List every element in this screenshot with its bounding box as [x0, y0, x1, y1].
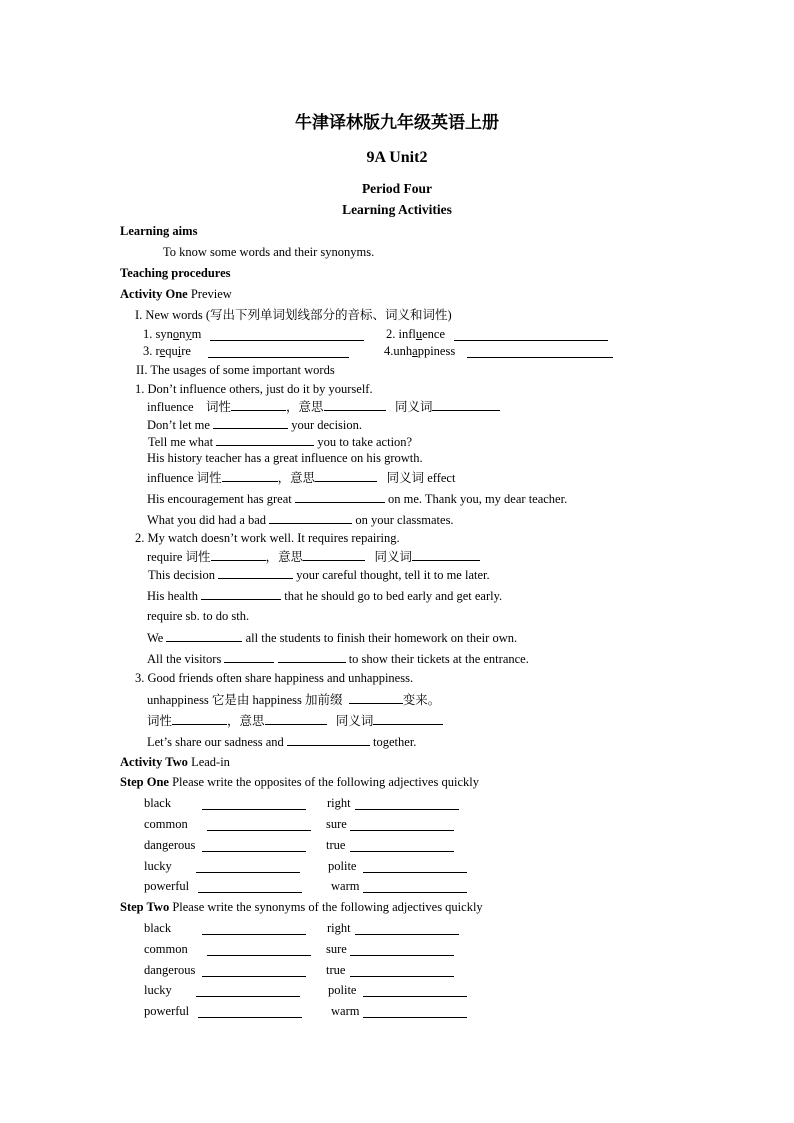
step-two-text: Please write the synonyms of the following adjectives quickly — [169, 900, 483, 914]
word-2-answer-blank[interactable] — [454, 328, 608, 341]
sentence-1f-blank[interactable] — [295, 490, 385, 503]
step-two-heading — [120, 899, 483, 915]
step-one-text: Please write the opposites of the following adjectives quickly — [168, 775, 479, 789]
left-word: black — [144, 921, 172, 935]
sentence-2: 2. My watch doesn’t work well. It requires repairing. — [135, 531, 400, 545]
require-pattern: require sb. to do sth. — [147, 609, 250, 623]
page-title: 牛津译林版九年级英语上册 — [295, 113, 499, 132]
sentence-1g-blank[interactable] — [269, 511, 352, 524]
activity-two-label: Activity Two — [120, 755, 188, 769]
sentence-2e: We all the students to finish their homework on their own. — [147, 631, 518, 645]
word-4: 4.unhappiness — [384, 344, 456, 358]
require-synonym-blank[interactable] — [412, 548, 480, 561]
word-3-answer-blank[interactable] — [208, 345, 349, 358]
influence-pos-blank[interactable] — [231, 398, 286, 411]
left-word: dangerous — [144, 838, 196, 852]
sentence-1d: His history teacher has a great influence on his growth. — [147, 451, 423, 465]
influence-noun-pos-blank[interactable] — [222, 469, 278, 482]
sentence-3: 3. Good friends often share happiness and unhappiness. — [135, 671, 414, 685]
left-word: common — [144, 817, 188, 831]
left-answer-blank[interactable] — [202, 922, 306, 935]
sentence-1b: Don’t let me your decision. — [147, 418, 363, 432]
influence-pos-line: influence 词性 ，意思 同义词 — [147, 398, 500, 415]
sentence-2f: All the visitors to show their tickets at the entrance. — [147, 652, 529, 666]
sentence-1b-blank[interactable] — [213, 416, 288, 429]
left-answer-blank[interactable] — [202, 964, 306, 977]
influence-synonym-blank[interactable] — [432, 398, 500, 411]
right-word: polite — [328, 859, 357, 873]
right-word: sure — [326, 942, 347, 956]
left-answer-blank[interactable] — [202, 839, 306, 852]
right-answer-blank[interactable] — [350, 964, 454, 977]
require-pos-line: require 词性 ，意思 同义词 — [147, 548, 480, 565]
left-word: powerful — [144, 879, 190, 893]
activities-subtitle: Learning Activities — [342, 202, 452, 217]
influence-noun-meaning-blank[interactable] — [315, 469, 377, 482]
require-pos-blank[interactable] — [211, 548, 266, 561]
sentence-1: 1. Don’t influence others, just do it by yourself. — [135, 382, 373, 396]
sentence-2e-blank[interactable] — [166, 629, 242, 642]
right-answer-blank[interactable] — [363, 860, 467, 873]
prefix-blank[interactable] — [349, 691, 403, 704]
right-answer-blank[interactable] — [350, 839, 454, 852]
learning-aims-heading: Learning aims — [120, 224, 198, 238]
teaching-procedures-heading: Teaching procedures — [120, 266, 231, 280]
unhappiness-synonym-blank[interactable] — [373, 712, 443, 725]
step-one-label: Step One — [120, 775, 169, 789]
sentence-2f-blank-2[interactable] — [278, 650, 346, 663]
sentence-1f: His encouragement has great on me. Thank you, my dear teacher. — [147, 492, 568, 506]
right-word: right — [327, 796, 351, 810]
right-word: warm — [331, 1004, 360, 1018]
right-word: true — [326, 963, 346, 977]
right-word: sure — [326, 817, 347, 831]
unit-title: 9A Unit2 — [366, 149, 428, 166]
require-meaning-blank[interactable] — [303, 548, 365, 561]
left-answer-blank[interactable] — [196, 860, 300, 873]
right-answer-blank[interactable] — [363, 1005, 467, 1018]
right-answer-blank[interactable] — [363, 880, 467, 893]
sentence-1c-blank[interactable] — [216, 433, 314, 446]
left-word: dangerous — [144, 963, 196, 977]
activity-one-heading — [120, 286, 232, 302]
right-answer-blank[interactable] — [355, 922, 459, 935]
right-answer-blank[interactable] — [363, 984, 467, 997]
sentence-2f-blank-1[interactable] — [224, 650, 274, 663]
right-word: polite — [328, 983, 357, 997]
influence-meaning-blank[interactable] — [324, 398, 386, 411]
activity-two-title: Lead-in — [187, 755, 230, 769]
left-answer-blank[interactable] — [207, 943, 311, 956]
left-word: common — [144, 942, 188, 956]
sentence-2c: His health that he should go to bed early and get early. — [147, 589, 503, 603]
new-words-section-title: I. New words (写出下列单词划线部分的音标、词义和词性) — [135, 308, 452, 322]
sentence-2c-blank[interactable] — [201, 587, 281, 600]
step-two-label: Step Two — [120, 900, 170, 914]
sentence-3c-blank[interactable] — [287, 733, 370, 746]
left-word: black — [144, 796, 172, 810]
left-answer-blank[interactable] — [202, 797, 306, 810]
left-answer-blank[interactable] — [198, 880, 302, 893]
right-answer-blank[interactable] — [355, 797, 459, 810]
word-3: 3. require — [143, 344, 191, 358]
activity-one-title: Preview — [187, 287, 232, 301]
unhappiness-pos-line: 词性 ，意思 同义词 — [147, 712, 443, 729]
sentence-2b-blank[interactable] — [218, 566, 293, 579]
right-word: warm — [331, 879, 360, 893]
step-one-heading — [120, 774, 479, 790]
unhappiness-meaning-blank[interactable] — [265, 712, 327, 725]
sentence-1c: Tell me what you to take action? — [148, 435, 413, 449]
word-1: 1. synonym — [143, 327, 202, 341]
unhappiness-pos-blank[interactable] — [172, 712, 227, 725]
left-answer-blank[interactable] — [198, 1005, 302, 1018]
activity-two-heading — [120, 754, 230, 770]
word-1-answer-blank[interactable] — [210, 328, 364, 341]
left-word: lucky — [144, 859, 172, 873]
right-word: right — [327, 921, 351, 935]
learning-aims-text: To know some words and their synonyms. — [163, 245, 375, 259]
influence-noun-pos-line: influence 词性 ，意思 同义词 effect — [147, 471, 456, 485]
sentence-1g: What you did had a bad on your classmates. — [147, 513, 454, 527]
sentence-2b: This decision your careful thought, tell it to me later. — [148, 568, 490, 582]
period-title: Period Four — [361, 181, 433, 196]
unhappiness-prefix-line: unhappiness 它是由 happiness 加前缀 变来。 — [147, 693, 441, 707]
left-word: lucky — [144, 983, 172, 997]
word-4-answer-blank[interactable] — [467, 345, 613, 358]
left-answer-blank[interactable] — [207, 818, 311, 831]
usages-section-title: II. The usages of some important words — [136, 363, 335, 377]
right-answer-blank[interactable] — [350, 818, 454, 831]
right-answer-blank[interactable] — [350, 943, 454, 956]
activity-one-label: Activity One — [120, 287, 188, 301]
word-2: 2. influence — [386, 327, 446, 341]
right-word: true — [326, 838, 346, 852]
sentence-3c: Let’s share our sadness and together. — [147, 735, 417, 749]
left-answer-blank[interactable] — [196, 984, 300, 997]
left-word: powerful — [144, 1004, 190, 1018]
